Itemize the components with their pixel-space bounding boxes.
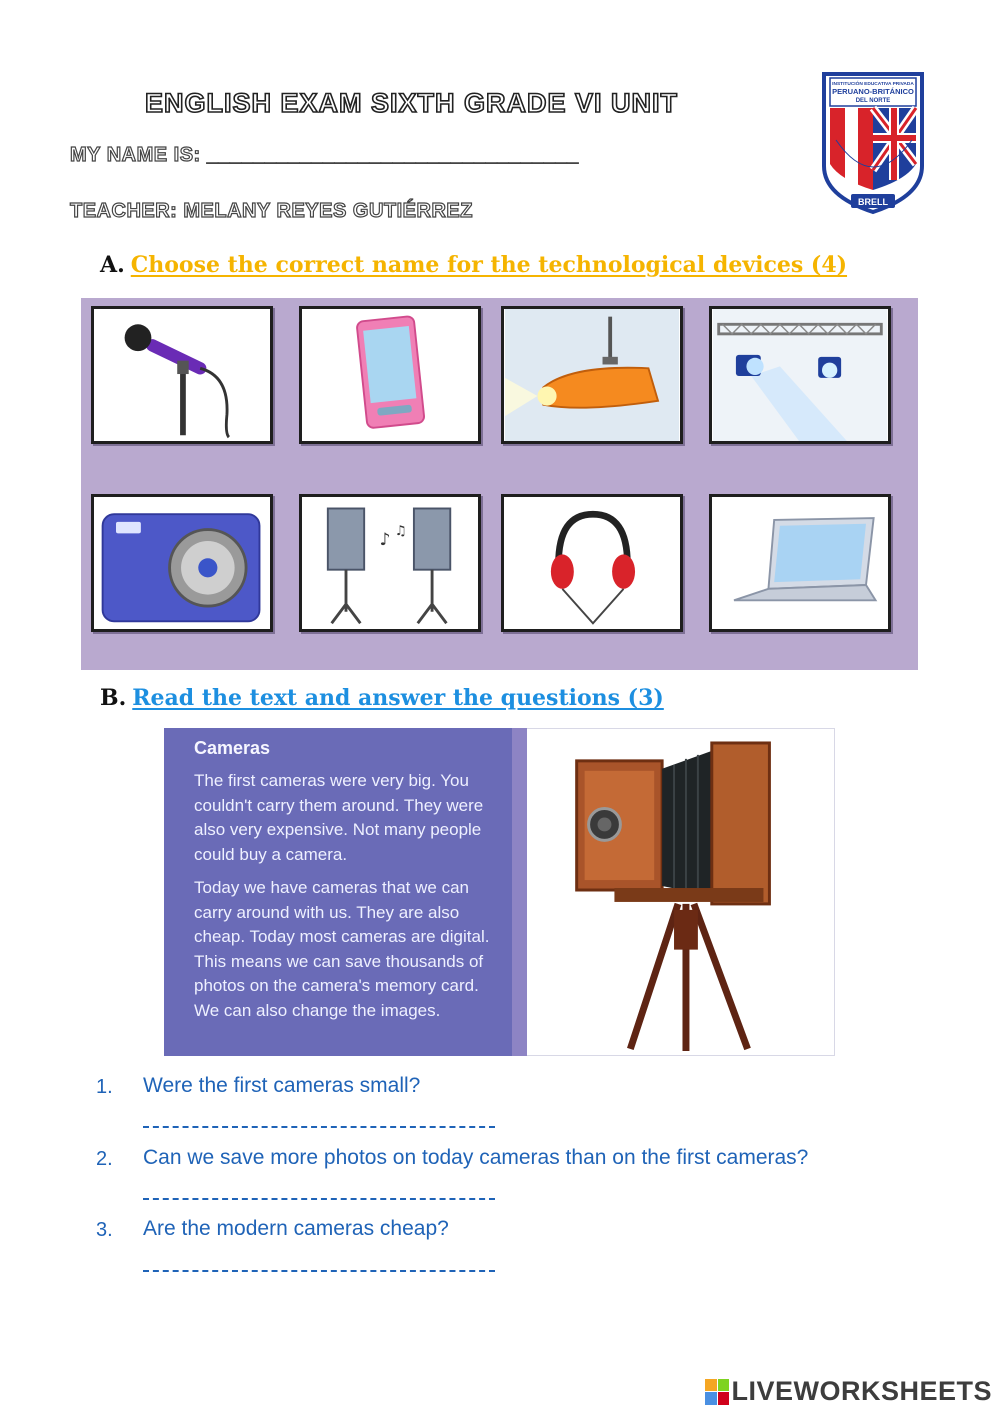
svg-text:INSTITUCIÓN EDUCATIVA PRIVADA: INSTITUCIÓN EDUCATIVA PRIVADA xyxy=(832,82,914,87)
name-label: MY NAME IS: xyxy=(70,144,201,166)
svg-text:♫: ♫ xyxy=(394,524,407,540)
device-card-digital-camera[interactable] xyxy=(91,494,273,632)
devices-panel xyxy=(81,298,918,670)
question-3-number: 3. xyxy=(96,1219,113,1241)
headphones-icon xyxy=(504,497,680,629)
question-3-answer-line[interactable] xyxy=(143,1268,495,1272)
liveworksheets-brand[interactable] xyxy=(705,1376,992,1407)
reading-box xyxy=(164,728,528,1056)
projector-icon xyxy=(504,309,680,441)
name-line xyxy=(70,144,579,167)
svg-text:BRELL: BRELL xyxy=(858,197,888,207)
liveworksheets-logo-icon xyxy=(705,1379,729,1405)
device-card-microphone[interactable] xyxy=(91,306,273,444)
digital-camera-icon xyxy=(94,497,270,629)
reading-paragraph-2: Today we have cameras that we can carry around with us. They are also cheap. Today most cameras are digital. This means we can save thousands of photos on the camera's memory card. We can also change the images. xyxy=(194,878,490,1020)
device-card-headphones[interactable] xyxy=(501,494,683,632)
section-a-letter: A. xyxy=(100,252,125,278)
reading-title: Cameras xyxy=(194,738,271,758)
device-card-speakers[interactable] xyxy=(299,494,481,632)
teacher-line: TEACHER: MELANY REYES GUTIÉRREZ xyxy=(70,200,473,222)
microphone-icon xyxy=(94,309,270,441)
question-1-number: 1. xyxy=(96,1076,113,1098)
reading-paragraph-1: The first cameras were very big. You couldn't carry them around. They were also very expensive. Not many people could buy a camera. xyxy=(194,771,484,864)
device-card-tablet[interactable] xyxy=(299,306,481,444)
question-1-text: Were the first cameras small? xyxy=(143,1074,421,1097)
speakers-icon xyxy=(302,497,478,629)
tablet-icon xyxy=(302,309,478,441)
section-b-heading xyxy=(100,685,664,711)
laptop-icon xyxy=(712,497,888,629)
old-camera-photo xyxy=(527,728,835,1056)
svg-text:♪: ♪ xyxy=(379,529,391,550)
svg-text:DEL NORTE: DEL NORTE xyxy=(855,98,891,104)
svg-text:PERUANO-BRITÁNICO: PERUANO-BRITÁNICO xyxy=(832,87,914,96)
device-card-projector[interactable] xyxy=(501,306,683,444)
section-a-heading xyxy=(100,252,847,278)
reading-divider xyxy=(512,728,528,1056)
device-card-spotlights[interactable] xyxy=(709,306,891,444)
brand-text: LIVEWORKSHEETS xyxy=(731,1376,992,1406)
old-camera-icon xyxy=(527,729,833,1055)
question-2-answer-line[interactable] xyxy=(143,1196,495,1200)
section-b-letter: B. xyxy=(100,685,127,711)
section-b-instruction: Read the text and answer the questions (3) xyxy=(132,685,664,711)
exam-title: ENGLISH EXAM SIXTH GRADE VI UNIT xyxy=(145,88,679,118)
question-2-number: 2. xyxy=(96,1148,113,1170)
name-blank: ________________________________ xyxy=(206,144,579,166)
section-a-instruction: Choose the correct name for the technological devices (4) xyxy=(130,252,848,278)
question-3-text: Are the modern cameras cheap? xyxy=(143,1217,449,1240)
spotlights-icon xyxy=(712,309,888,441)
question-1-answer-line[interactable] xyxy=(143,1124,495,1128)
school-crest-logo xyxy=(818,70,928,216)
question-2-text: Can we save more photos on today cameras than on the first cameras? xyxy=(143,1146,809,1169)
device-card-laptop[interactable] xyxy=(709,494,891,632)
